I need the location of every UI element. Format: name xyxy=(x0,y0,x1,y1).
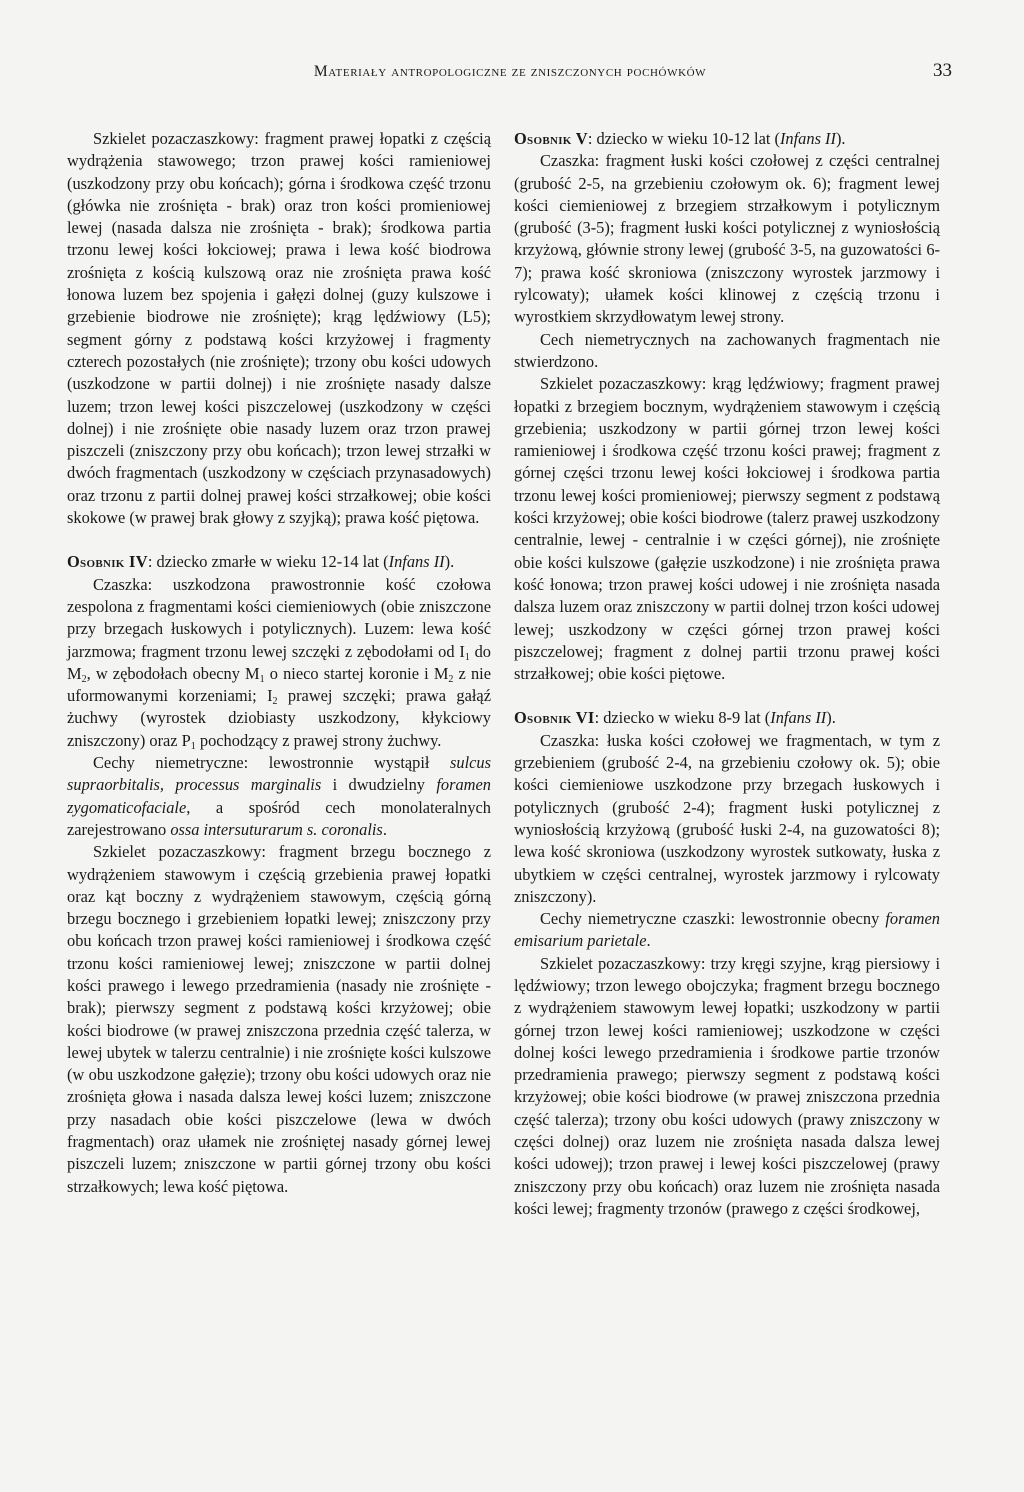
osobnik-iv-heading: Osobnik IV: dziecko zmarłe w wieku 12-14 lat (Infans II). xyxy=(67,552,455,572)
paragraph-szkielet-4: Szkielet pozaczaszkowy: fragment brzegu bocznego z wydrążeniem stawowym i częścią grzebienia prawej łopatki oraz kąt boczny z wydrążeniem stawowym, częścią górną brzegu bocznego i grzebieniem łopatki lewej; zniszczony przy obu końcach trzon prawej kości ramieniowej i środkowa część trzonu kości ramieniowej lewej; zniszczone w partii dolnej kości prawego i lewego przedramienia (nasady nie zrośnięte - brak); pierwszy segment z podstawą kości krzyżowej; obie kości biodrowe (w prawej zniszczona przednia część talerza, w lewej ubytek w talerzu centralnie) i nie zrośnięte kości kulszowe (w obu uszkodzone gałęzie); trzony obu kości udowych oraz nie zrośnięta głowa i nasada dalsza lewej kości luzem; zniszczone przy nasadach obie kości piszczelowe (lewa w dwóch fragmentach) oraz ułamek nie zrośniętej nasady górnej lewej piszczeli luzem; zniszczone w partii górnej trzony obu kości strzałkowych; lewa kość piętowa. xyxy=(67,842,491,1196)
paragraph-cechy-5: Cech niemetrycznych na zachowanych fragmentach nie stwierdzono. xyxy=(514,329,940,371)
running-head: Materiały antropologiczne ze zniszczonych pochówków xyxy=(313,63,707,80)
osobnik-v-heading: Osobnik V: dziecko w wieku 10-12 lat (Infans II). xyxy=(514,129,846,148)
paragraph-czaszka-4: Czaszka: uszkodzona prawostronnie kość czołowa zespolona z fragmentami kości ciemieniowych (obie zniszczone przy brzegach łuskowych i potylicznych). Luzem: lewa kość jarzmowa; fragment trzonu lewej szczęki z zębodołami od $I_1$ do $M_2$, w zębodołach obecny $M_1$ o nieco startej koronie i $M_2$ z nie uformowanymi korzeniami; $I_2$ prawej szczęki; prawa gałąź żuchwy (wyrostek dziobiasty uszkodzony, kłykciowy zniszczony) oraz $P_1$ pochodzący z prawej strony żuchwy. xyxy=(67,574,491,752)
paragraph-czaszka-6: Czaszka: łuska kości czołowej we fragmentach, w tym z grzebieniem (grubość 2-4, na grzebieniu czołowy ok. 5); obie kości ciemieniowe uszkodzone przy brzegach łuskowych i potylicznych (grubość 2-4); fragment łuski potylicznej z wyniosłością krzyżową (grubość łuski 2-4, na guzowatości 8); lewa kość skroniowa (uszkodzony wyrostek sutkowaty, łuska z ubytkiem w części centralnej, wyrostek jarzmowy i rylcowaty zniszczony). xyxy=(514,730,940,906)
osobnik-v-label: Osobnik V xyxy=(514,129,588,148)
osobnik-iv-label: Osobnik IV xyxy=(67,552,148,572)
paragraph-cechy-4: Cechy niemetryczne: lewostronnie wystąpił sulcus supraorbitalis, processus marginalis i dwudzielny foramen zygomaticofaciale, a spośród cech monolateralnych zarejestrowano ossa intersuturarum s. coronalis. xyxy=(67,753,491,839)
osobnik-vi-label: Osobnik VI xyxy=(514,708,595,728)
osobnik-vi-heading: Osobnik VI: dziecko w wieku 8-9 lat (Infans II). xyxy=(514,708,836,728)
left-column xyxy=(67,128,491,1198)
paragraph-czaszka-5: Czaszka: fragment łuski kości czołowej z części centralnej (grubość 2-5, na grzebieniu czołowym ok. 6); fragment lewej kości ciemieniowej z brzegiem strzałkowym i potylicznym (grubość (3-5); fragment łuski kości potylicznej z wyniosłością krzyżową, głównie strony lewej (grubość 3-5, na guzowatości 6-7); prawa kość skroniowa (zniszczony wyrostek jarzmowy i rylcowaty); ułamek kości klinowej z częścią trzonu i wyrostkiem skrzydłowatym lewej strony. xyxy=(514,151,940,327)
paragraph-szkielet-5: Szkielet pozaczaszkowy: krąg lędźwiowy; fragment prawej łopatki z brzegiem bocznym, wydrążeniem stawowym i częścią grzebienia; uszkodzony w partii górnej trzon lewej kości ramieniowej i środkowa część trzonu kości prawej; fragment z górnej części trzonu lewej kości łokciowej i środkowa partia trzonu lewej kości promieniowej; pierwszy segment z podstawą kości krzyżowej; obie kości biodrowe (talerz prawej uszkodzony centralnie, lewej - centralnie i w części górnej), nie zrośnięte obie kości kulszowe (gałęzie uszkodzone) i nie zrośnięta prawa kość łonowa; trzon prawej kości udowej i nie zrośnięta nasada dalsza luzem oraz zniszczony w partii dolnej trzon kości udowej lewej; uszkodzony w części górnej trzon prawej kości piszczelowej; fragment z dolnej partii trzonu prawej kości strzałkowej; obie kości piętowe. xyxy=(514,374,940,684)
paragraph-szkielet-3: Szkielet pozaczaszkowy: fragment prawej łopatki z częścią wydrążenia stawowego; trzon prawej kości ramieniowej (uszkodzony przy obu końcach); górna i środkowa część trzonu (główka nie zrośnięta - brak) oraz tron kości promieniowej lewej (nasada dalsza nie zrośnięta - brak); środkowa partia trzonu lewej kości łokciowej; prawa i lewa kość biodrowa zrośnięta z kością kulszową oraz nie zrośnięta prawa kość łonowa luzem bez spojenia i gałęzi dolnej (guzy kulszowe i grzebienie biodrowe nie zrośnięte); krąg lędźwiowy (L5); segment górny z podstawą kości krzyżowej i fragmenty czterech pozostałych (nie zrośnięte); trzony obu kości udowych (uszkodzone w partii dolnej) i nie zrośnięte nasady dalsze luzem; trzon lewej kości piszczelowej (uszkodzony w części dolnej) i nie zrośnięte obie nasady luzem oraz trzon prawej piszczeli (zniszczony przy obu końcach); trzon lewej strzałki w dwóch fragmentach (uszkodzony w częściach przynasadowych) oraz trzonu z partii dolnej prawej kości strzałkowej; obie kości skokowe (w prawej brak głowy z szyjką); prawa kość piętowa. xyxy=(67,129,491,528)
right-column xyxy=(514,128,940,1220)
paragraph-szkielet-6: Szkielet pozaczaszkowy: trzy kręgi szyjne, krąg piersiowy i lędźwiowy; trzon lewego obojczyka; fragment brzegu bocznego z wydrążeniem stawowym lewej łopatki; uszkodzony w partii górnej trzon lewej kości ramieniowej; uszkodzone w części dolnej kości lewego przedramienia i środkowe partie trzonów przedramienia prawego; pierwszy segment z podstawą kości krzyżowej; obie kości biodrowe (w prawej zniszczona przednia część talerza); trzony obu kości udowych (prawy zniszczony w części dolnej) oraz luzem nie zrośnięta nasada dalsza lewej kości udowej); trzon prawej i lewej kości piszczelowej (prawy zniszczony przy obu końcach) oraz luzem nie zrośnięta nasada kości lewej; fragmenty trzonów (prawego z części środkowej, xyxy=(514,953,940,1218)
paragraph-cechy-6: Cechy niemetryczne czaszki: lewostronnie obecny foramen emisarium parietale. xyxy=(514,909,940,951)
page-number: 33 xyxy=(933,60,952,81)
